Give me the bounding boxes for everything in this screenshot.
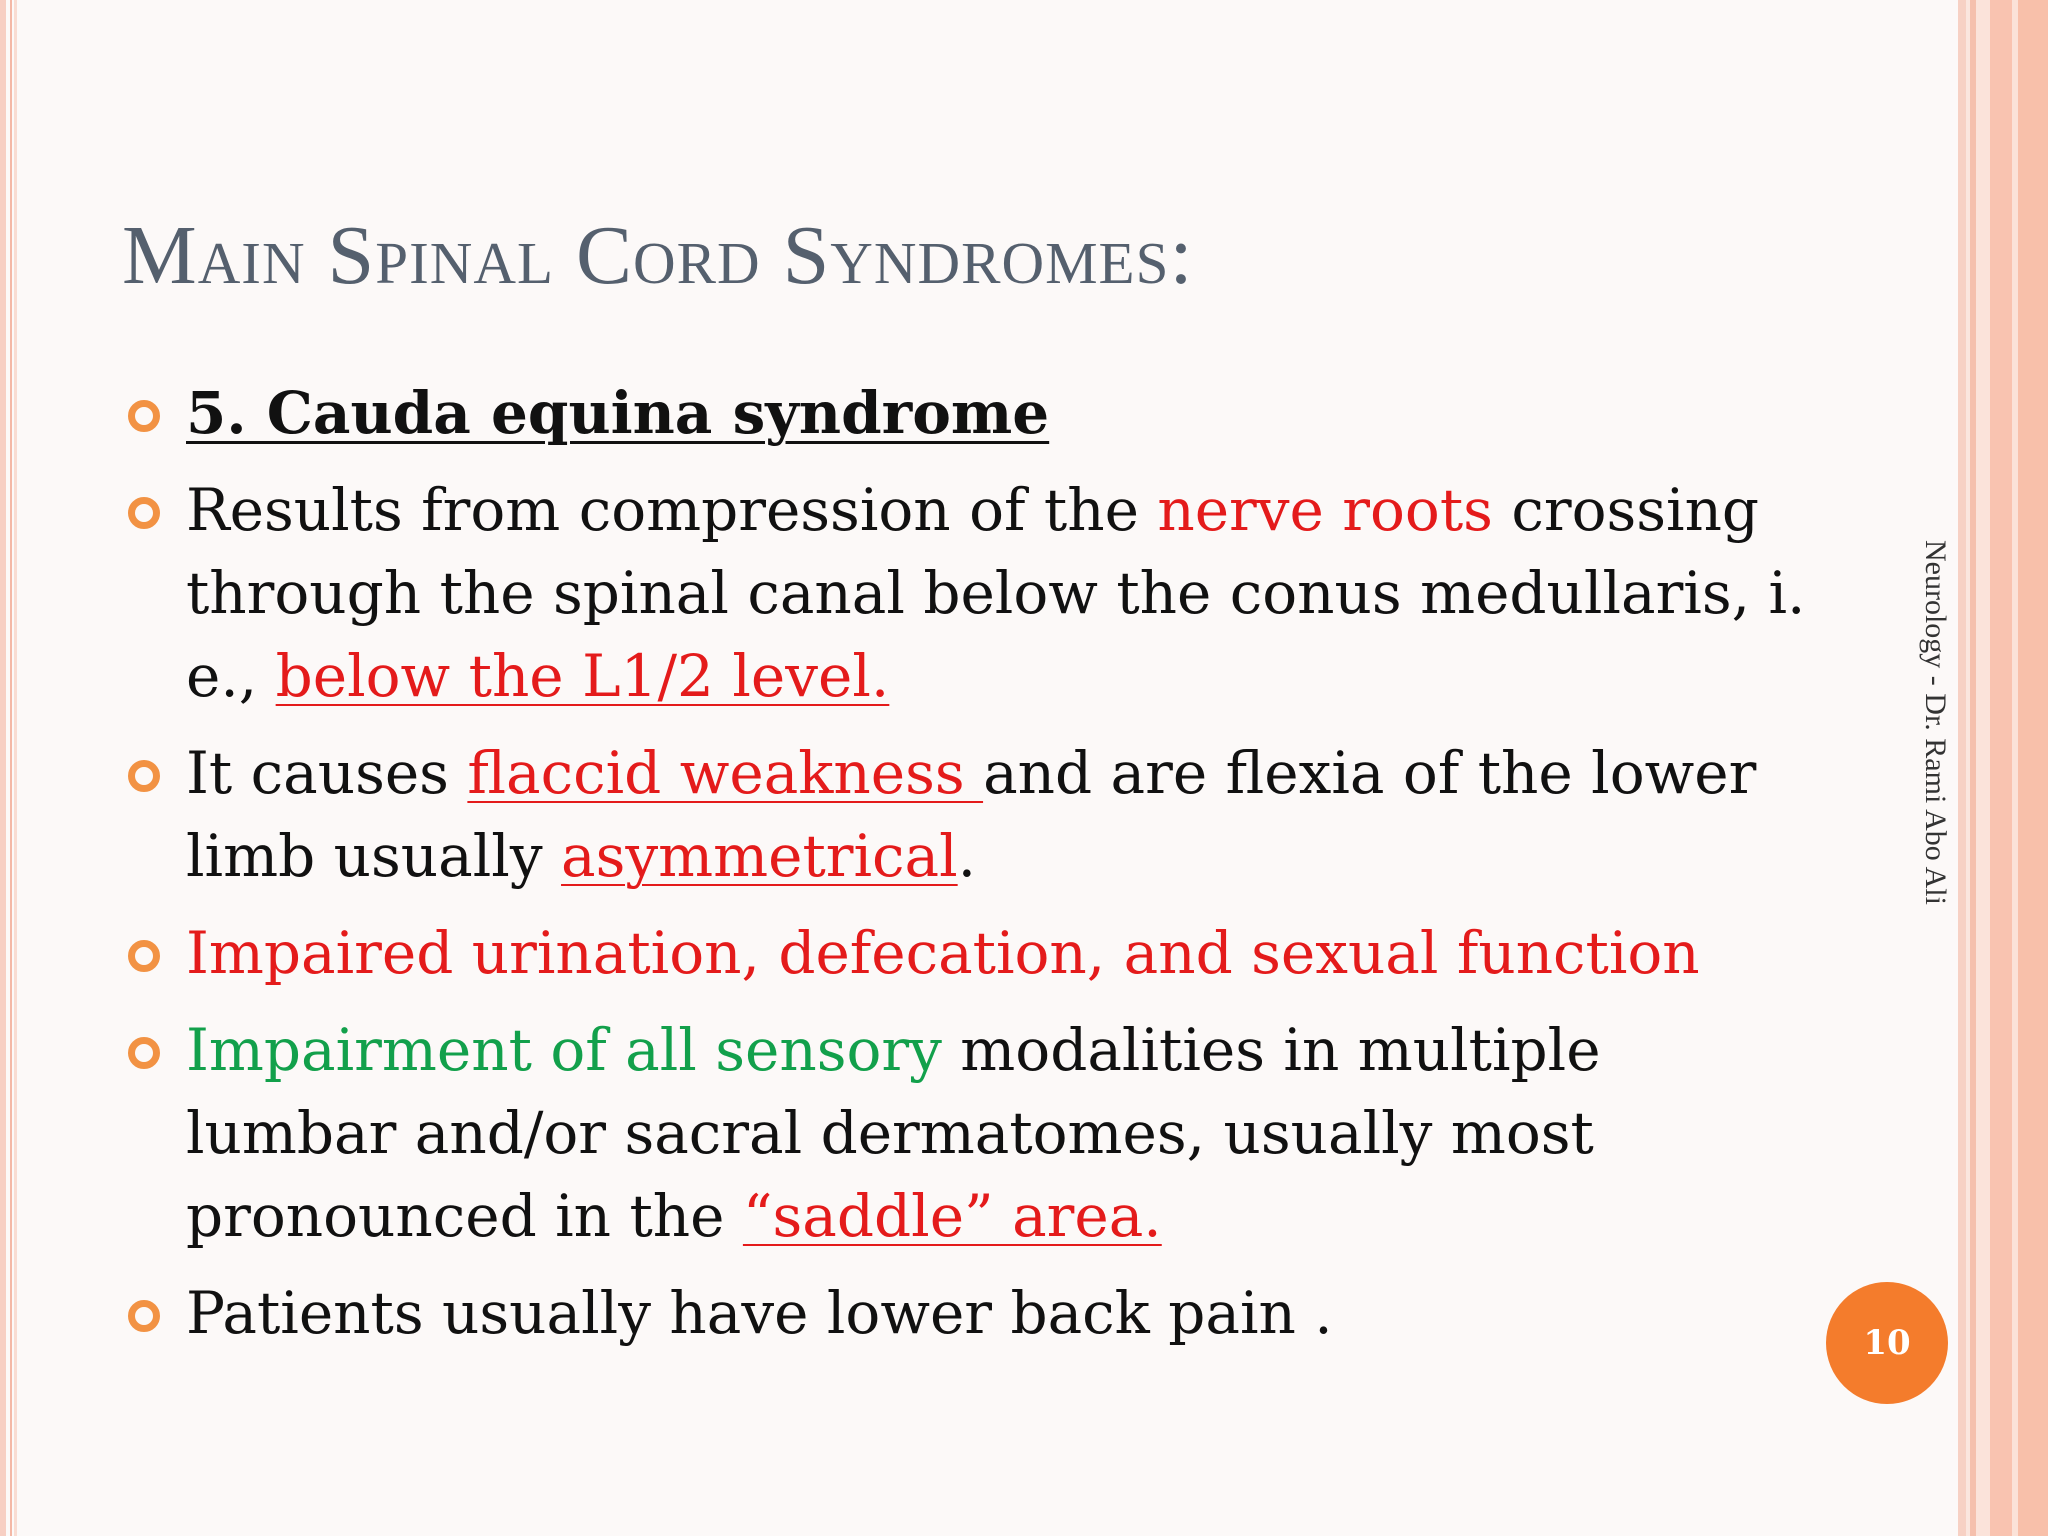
section-heading: 5. Cauda equina syndrome <box>186 379 1050 447</box>
left-border-stripe <box>0 0 6 1536</box>
bullet-text: . <box>957 822 977 890</box>
bullet-icon <box>128 760 160 792</box>
bullet-icon <box>128 1300 160 1332</box>
bullet-item <box>128 469 1828 718</box>
bullet-text: Patients usually have lower back pain . <box>186 1279 1333 1347</box>
bullet-item <box>128 1272 1828 1355</box>
right-border-stripe <box>2018 0 2048 1536</box>
bullet-icon <box>128 940 160 972</box>
bullet-text: modalities in multiple lumbar and/or sacral dermatomes, usually most pronounced in the <box>186 1016 1601 1250</box>
author-side-label: Neurology - Dr. Rami Abo Ali <box>1919 540 1952 905</box>
page-number: 10 <box>1863 1323 1911 1363</box>
highlight-sensory: Impairment of all sensory <box>186 1016 942 1084</box>
bullet-icon <box>128 497 160 529</box>
highlight-saddle-area: “saddle” area. <box>742 1182 1162 1250</box>
bullet-item <box>128 732 1828 898</box>
left-border-stripe <box>14 0 17 1536</box>
highlight-level: below the L1/2 level. <box>275 642 890 710</box>
bullet-item <box>128 372 1828 455</box>
right-border-stripe <box>1958 0 1966 1536</box>
right-border-stripe <box>1976 0 1990 1536</box>
bullet-icon <box>128 400 160 432</box>
right-border-stripe <box>1990 0 2012 1536</box>
page-number-badge <box>1826 1282 1948 1404</box>
bullet-text: crossing through the spinal canal below the conus medullaris, i. e., <box>186 476 1806 710</box>
bullet-icon <box>128 1037 160 1069</box>
bullet-text: It causes <box>186 739 468 807</box>
bullet-text: and are flexia of the lower limb usually <box>186 739 1757 890</box>
highlight-impaired-function: Impaired urination, defecation, and sexual function <box>186 919 1700 987</box>
highlight-asymmetrical: asymmetrical <box>561 822 958 890</box>
bullet-item <box>128 912 1828 995</box>
highlight-nerve-roots: nerve roots <box>1157 476 1493 544</box>
slide-title: Main Spinal Cord Syndromes: <box>122 209 1194 302</box>
highlight-flaccid-weakness: flaccid weakness <box>467 739 984 807</box>
bullet-item <box>128 1009 1828 1258</box>
bullet-text: Results from compression of the <box>186 476 1158 544</box>
bullet-list <box>128 372 1828 1369</box>
left-border-stripe <box>10 0 12 1536</box>
